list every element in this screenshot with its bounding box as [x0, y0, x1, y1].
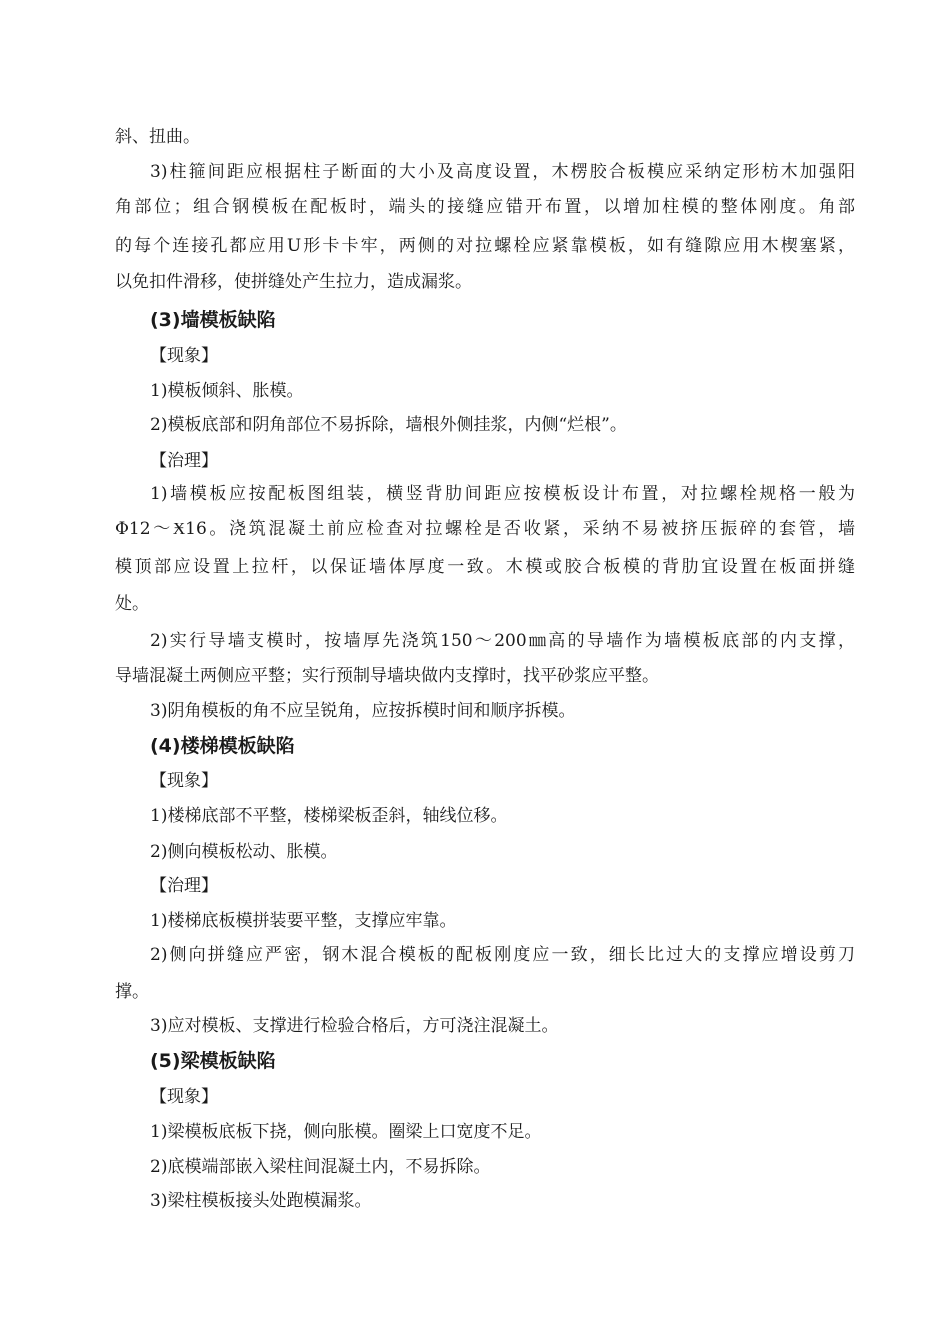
paragraph-line: 2)实行导墙支模时，按墙厚先浇筑150～200㎜高的导墙作为墙模板底部的内支撑， [150, 631, 855, 651]
list-item: 2)模板底部和阴角部位不易拆除，墙根外侧挂浆，内侧“烂根”。 [150, 415, 627, 435]
list-item: 3)应对模板、支撑进行检验合格后，方可浇注混凝土。 [150, 1016, 559, 1036]
label-treatment: 【治理】 [150, 876, 218, 896]
label-phenomenon: 【现象】 [150, 1087, 218, 1107]
list-item: 1)梁模板底板下挠，侧向胀模。圈梁上口宽度不足。 [150, 1122, 542, 1142]
paragraph-line: 2)侧向拼缝应严密，钢木混合模板的配板刚度应一致，细长比过大的支撑应增设剪刀 [150, 945, 855, 965]
paragraph-line: 导墙混凝土两侧应平整；实行预制导墙块做内支撑时，找平砂浆应平整。 [115, 666, 659, 686]
paragraph-line: 处。 [115, 594, 149, 614]
label-phenomenon: 【现象】 [150, 771, 218, 791]
label-phenomenon: 【现象】 [150, 346, 218, 366]
list-item: 2)侧向模板松动、胀模。 [150, 842, 338, 862]
paragraph-line: 模顶部应设置上拉杆，以保证墙体厚度一致。木模或胶合板模的背肋宜设置在板面拼缝 [115, 557, 855, 577]
list-item: 1)模板倾斜、胀模。 [150, 381, 304, 401]
paragraph-line: 以免扣件滑移，使拼缝处产生拉力，造成漏浆。 [115, 272, 472, 292]
paragraph-line: 3)柱箍间距应根据柱子断面的大小及高度设置，木楞胶合板模应采纳定形枋木加强阳 [150, 162, 855, 182]
list-item: 1)楼梯底板模拼装要平整，支撑应牢靠。 [150, 911, 457, 931]
section-heading: (5)梁模板缺陷 [150, 1050, 276, 1072]
paragraph-line: 1)墙模板应按配板图组装，横竖背肋间距应按模板设计布置，对拉螺栓规格一般为 [150, 484, 855, 504]
section-heading: (3)墙模板缺陷 [150, 309, 276, 331]
paragraph-line: 斜、扭曲。 [115, 127, 200, 147]
paragraph-line: 角部位；组合钢模板在配板时，端头的接缝应错开布置，以增加柱模的整体刚度。角部 [115, 197, 855, 217]
list-item: 1)楼梯底部不平整，楼梯梁板歪斜，轴线位移。 [150, 806, 508, 826]
list-item: 3)梁柱模板接头处跑模漏浆。 [150, 1191, 372, 1211]
label-treatment: 【治理】 [150, 451, 218, 471]
paragraph-line: Φ12～Ӿ16。浇筑混凝土前应检查对拉螺栓是否收紧，采纳不易被挤压振碎的套管，墙 [115, 519, 855, 539]
paragraph-line: 的每个连接孔都应用U形卡卡牢，两侧的对拉螺栓应紧靠模板，如有缝隙应用木楔塞紧， [115, 236, 855, 256]
list-item: 3)阴角模板的角不应呈锐角，应按拆模时间和顺序拆模。 [150, 701, 576, 721]
section-heading: (4)楼梯模板缺陷 [150, 735, 295, 757]
list-item: 2)底模端部嵌入梁柱间混凝土内，不易拆除。 [150, 1157, 491, 1177]
paragraph-line: 撑。 [115, 982, 149, 1002]
